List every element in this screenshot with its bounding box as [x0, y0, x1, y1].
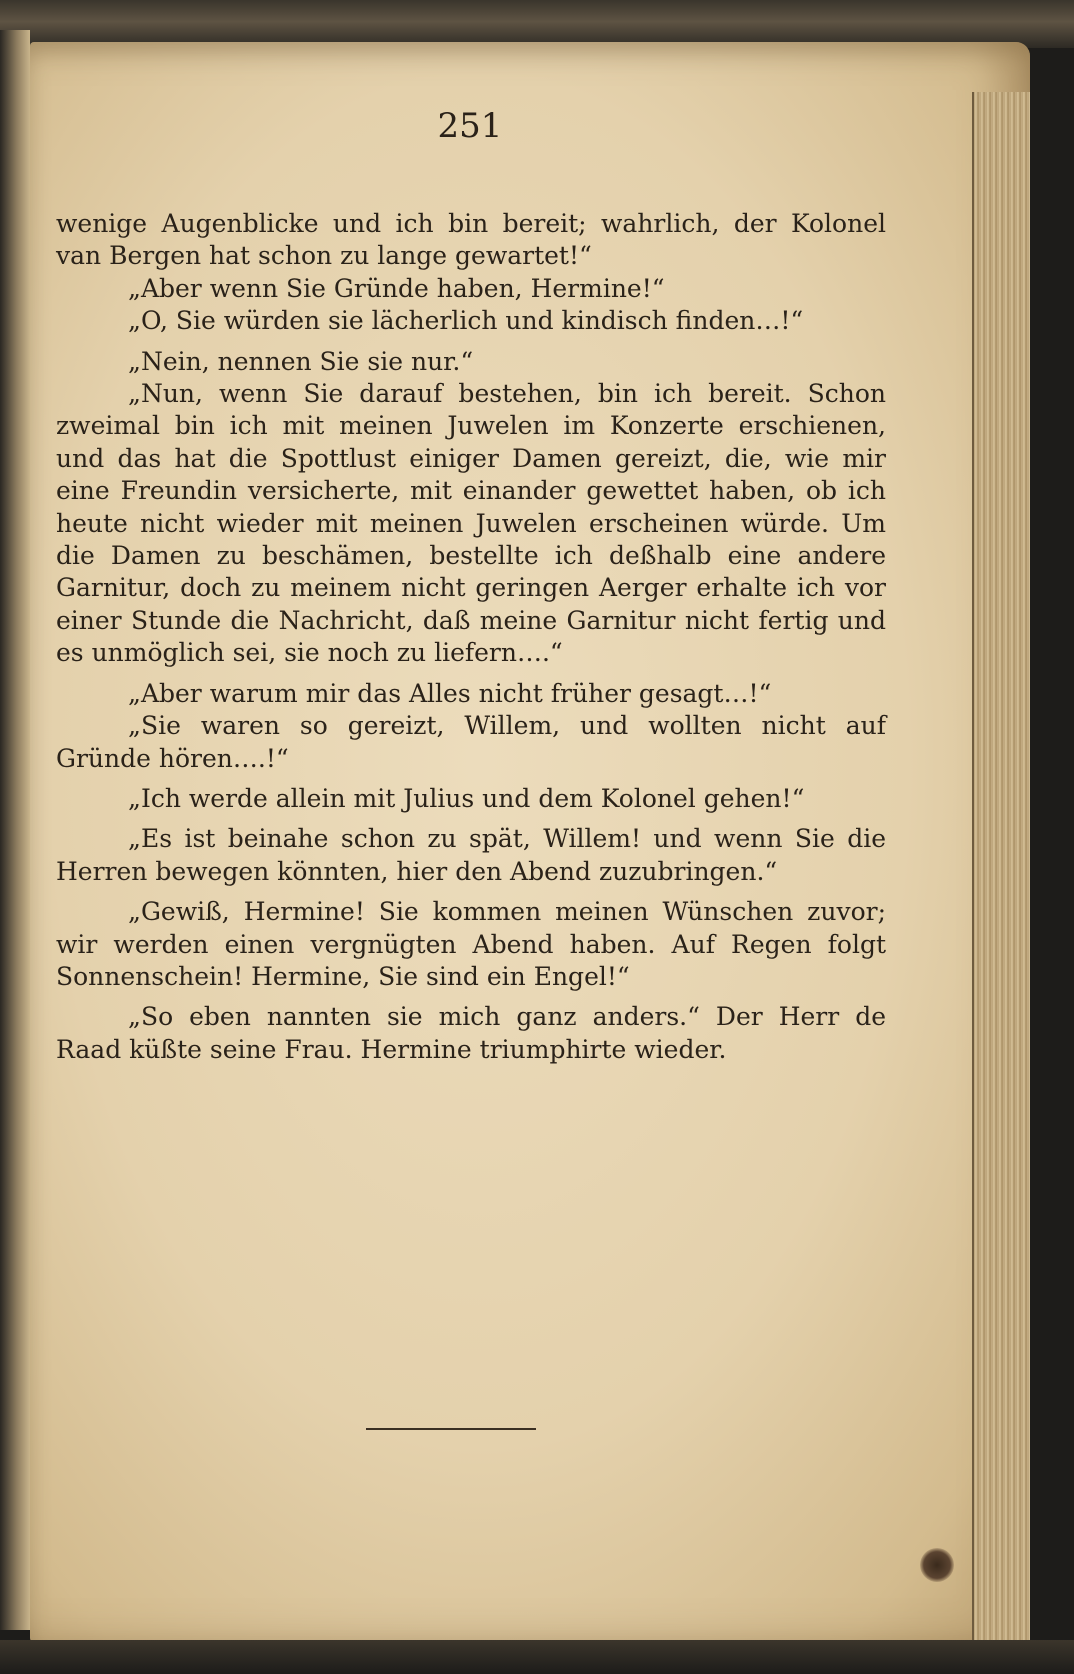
paragraph: „Ich werde allein mit Julius und dem Kolonel gehen!“	[128, 783, 805, 813]
page-text	[56, 208, 886, 1066]
paragraph: „So eben nannten sie mich ganz anders.“ Der Herr de Raad küßte seine Frau. Hermine triumphirte wieder.	[56, 1002, 886, 1064]
ink-stain	[920, 1548, 954, 1582]
paragraph: „O, Sie würden sie lächerlich und kindisch finden…!“	[128, 306, 804, 336]
paragraph: „Gewiß, Hermine! Sie kommen meinen Wünschen zuvor; wir werden einen vergnügten Abend haben. Auf Regen folgt Sonnenschein! Hermine, Sie sind ein Engel!“	[56, 897, 886, 991]
paragraph: „Aber wenn Sie Gründe haben, Hermine!“	[128, 273, 665, 303]
paragraph: „Nein, nennen Sie sie nur.“	[128, 346, 474, 376]
section-end-rule	[366, 1428, 536, 1430]
paragraph: wenige Augenblicke und ich bin bereit; wahrlich, der Kolonel van Bergen hat schon zu lange gewartet!“	[56, 209, 886, 271]
paragraph: „Aber warum mir das Alles nicht früher gesagt…!“	[128, 678, 772, 708]
page-fore-edge	[972, 92, 1030, 1672]
paragraph: „Sie waren so gereizt, Willem, und wollten nicht auf Gründe hören….!“	[56, 711, 886, 773]
book-spine-top	[0, 0, 1074, 48]
paragraph: „Nun, wenn Sie darauf bestehen, bin ich bereit. Schon zweimal bin ich mit meinen Juwelen im Konzerte erschienen, und das hat die Spottlust einiger Damen gereizt, die, wie mir eine Freundin versicherte, mit einander gewettet haben, ob ich heute nicht wieder mit meinen Juwelen erscheinen würde. Um die Damen zu beschämen, bestellte ich deßhalb eine andere Garnitur, doch zu meinem nicht geringen Aerger erhalte ich vor einer Stunde die Nachricht, daß meine Garnitur nicht fertig und es unmöglich sei, sie noch zu liefern….“	[56, 379, 886, 668]
left-page-edge	[0, 30, 30, 1630]
book-bottom-edge	[0, 1640, 1074, 1674]
paragraph: „Es ist beinahe schon zu spät, Willem! und wenn Sie die Herren bewegen könnten, hier den Abend zuzubringen.“	[56, 824, 886, 886]
page-number: 251	[437, 106, 503, 146]
